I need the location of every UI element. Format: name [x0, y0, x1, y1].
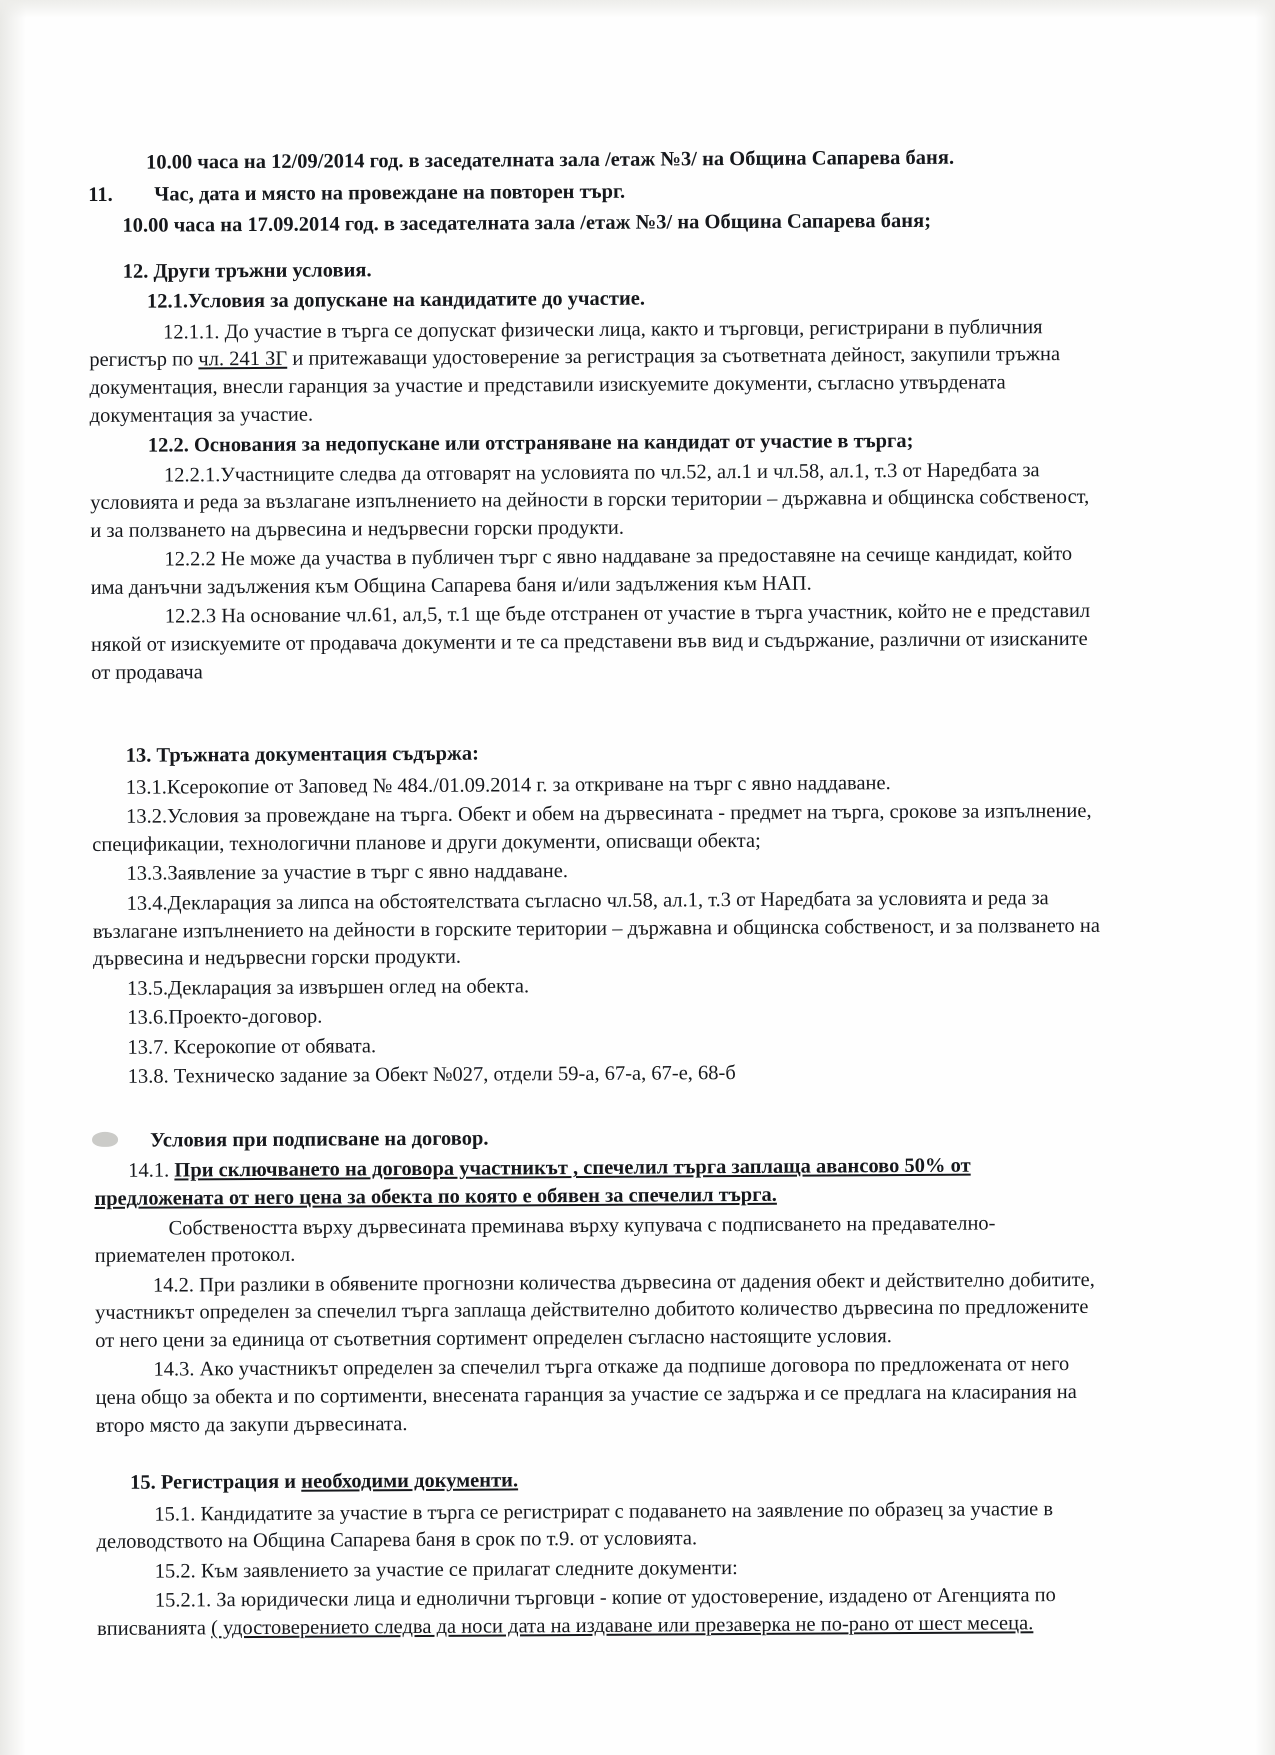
scan-edge-shadow-top [0, 0, 1275, 18]
item-15-title-part1: 15. Регистрация и [130, 1470, 302, 1494]
item-15-heading [96, 1464, 1106, 1498]
paragraph-12-1-1 [89, 314, 1100, 430]
paragraph-13-2: 13.2.Условия за провеждане на търга. Обект и обем на дървесината - предмет на търга, срокове за изпълнение, спецификации, технологични планове и други документи, описващи обекта; [92, 800, 1092, 856]
paragraph-12-1-1-part2: и притежаващи удостоверение за регистрация за съответната дейност, закупили тръжна документация, внесли гаранция за участие и представили изискуемите документи, съгласно утвърдената документация за участие. [89, 343, 1061, 427]
paragraph-14-1 [94, 1152, 1104, 1213]
paragraph-15-1: 15.1. Кандидатите за участие в търга се регистрират с подаването на заявление по образец за участие в деловодството на Община Сапарева баня в срок по т.9. от условията. [96, 1497, 1054, 1554]
paragraph-13-5: 13.5.Декларация за извършен оглед на обекта. [127, 974, 530, 1000]
paragraph-12-2-1: 12.2.1.Участниците следва да отговарят на условията по чл.52, ал.1 и чл.58, ал.1, т.3 от Наредбата за условията и реда за възлагане изпълнението на дейности в горски територии – държавна и общинска собственост, и за ползването на дървесина и недървесни горски продукти. [90, 458, 1090, 542]
item-14-title: Условия при подписване на договор. [149, 1127, 489, 1152]
paragraph-15-2-1 [97, 1582, 1107, 1643]
paragraph-15-2: 15.2. Към заявлението за участие се прилагат следните документи: [154, 1556, 738, 1583]
paragraph-13-6: 13.6.Проекто-договор. [127, 1005, 323, 1029]
law-reference-link[interactable]: чл. 241 ЗГ [198, 348, 288, 371]
paragraph-14-1-bold-line2: предложената от него цена за обекта по която е обявен за спечелил търга. [94, 1183, 777, 1210]
paragraph-time-place-first: 10.00 часа на 12/09/2014 год. в заседателната зала /етаж №3/ на Община Сапарева баня. [146, 146, 955, 174]
paragraph-15-2-1-part2: вписванията [96, 1617, 207, 1640]
item-15-title-part2: необходими документи. [301, 1469, 519, 1493]
document-body [88, 144, 1107, 1644]
paragraph-13-4: 13.4.Декларация за липса на обстоятелствата съгласно чл.58, ал.1, т.3 от Наредбата за условията и реда за възлагане изпълнението на дейности в горските територии – държавна и общинска собственост, и за ползването на дървесина и недървесни горски продукти. [92, 887, 1100, 971]
paragraph-14-1-tail: Собствеността върху дървесината преминава върху купувача с подписването на предавателно-приемателен протокол. [94, 1212, 996, 1268]
paragraph-12-2-2: 12.2.2 Не може да участва в публичен търг с явно наддаване за предоставяне на сечище кандидат, който има данъчни задължения към Община Сапарева баня и/или задължения към НАП. [90, 543, 1073, 599]
paragraph-12-2-3: 12.2.3 На основание чл.61, ал,5, т.1 ще бъде отстранен от участие в търга участник, който не е представил някой от изискуемите от продавача документи и те са представени във вид и съдържание, различни от изисканите от продавача [90, 600, 1091, 684]
paragraph-14-2: 14.2. При разлики в обявените прогнозни количества дървесина от дадения обект и действително добитите, участникът определен за спечелил търга заплаща действително добитото количество дървесина по предложените от него цени за единица от съответния сортимент определен съгласно настоящите условия. [95, 1268, 1095, 1352]
item-12-heading: 12. Други тръжни условия. [122, 258, 372, 283]
item-11-heading [88, 175, 1098, 209]
paragraph-time-place-repeat: 10.00 часа на 17.09.2014 год. в заседателната зала /етаж №3/ на Община Сапарева баня; [122, 209, 932, 237]
paragraph-14-1-bold-line1: При сключването на договора участникът , спечелил търга заплаща авансово 50% от [174, 1155, 971, 1182]
paragraph-15-2-1-part3: ( удостоверението следва да носи дата на издаване или презаверка не по-рано от шест месеца. [210, 1612, 1034, 1640]
scan-edge-shadow-right [1255, 0, 1275, 1755]
paragraph-14-3: 14.3. Ако участникът определен за спечелил търга откаже да подпише договора по предложената от него цена общо за обекта и по сортименти, внесената гаранция за участие се задържа и се предлага на класирания на второ място да закупи дървесината. [95, 1353, 1077, 1437]
paragraph-13-3: 13.3.Заявление за участие в търг с явно наддаване. [126, 860, 568, 886]
paragraph-13-8: 13.8. Техническо задание за Обект №027, отдели 59-а, 67-а, 67-е, 68-б [127, 1062, 736, 1089]
item-11-title: Час, дата и място на провеждане на повторен търг. [154, 180, 626, 206]
item-12-1-heading: 12.1.Условия за допускане на кандидатите до участие. [146, 287, 646, 313]
paragraph-14-1-number: 14.1. [128, 1159, 170, 1183]
paragraph-15-2-1-part1: 15.2.1. За юридически лица и еднолични търговци - копие от удостоверение, издадено от Агенцията по [154, 1584, 1056, 1612]
paragraph-12-1-1-part1: 12.1.1. До участие в търга се допускат физически лица, както и търговци, регистрирани в публичния регистър по [89, 315, 1043, 372]
item-12-2-heading: 12.2. Основания за недопускане или отстраняване на кандидат от участие в търга; [147, 430, 914, 457]
item-14-heading [94, 1122, 1104, 1156]
paragraph-13-7: 13.7. Ксерокопие от обявата. [127, 1035, 377, 1059]
item-11-number: 11. [88, 183, 113, 206]
item-13-heading: 13. Тръжната документация съдържа: [125, 742, 479, 767]
scan-edge-shadow-left [0, 0, 26, 1755]
paragraph-13-1: 13.1.Ксерокопие от Заповед № 484./01.09.2014 г. за откриване на търг с явно наддаване. [125, 771, 891, 799]
ink-blotch-mark [92, 1132, 118, 1147]
